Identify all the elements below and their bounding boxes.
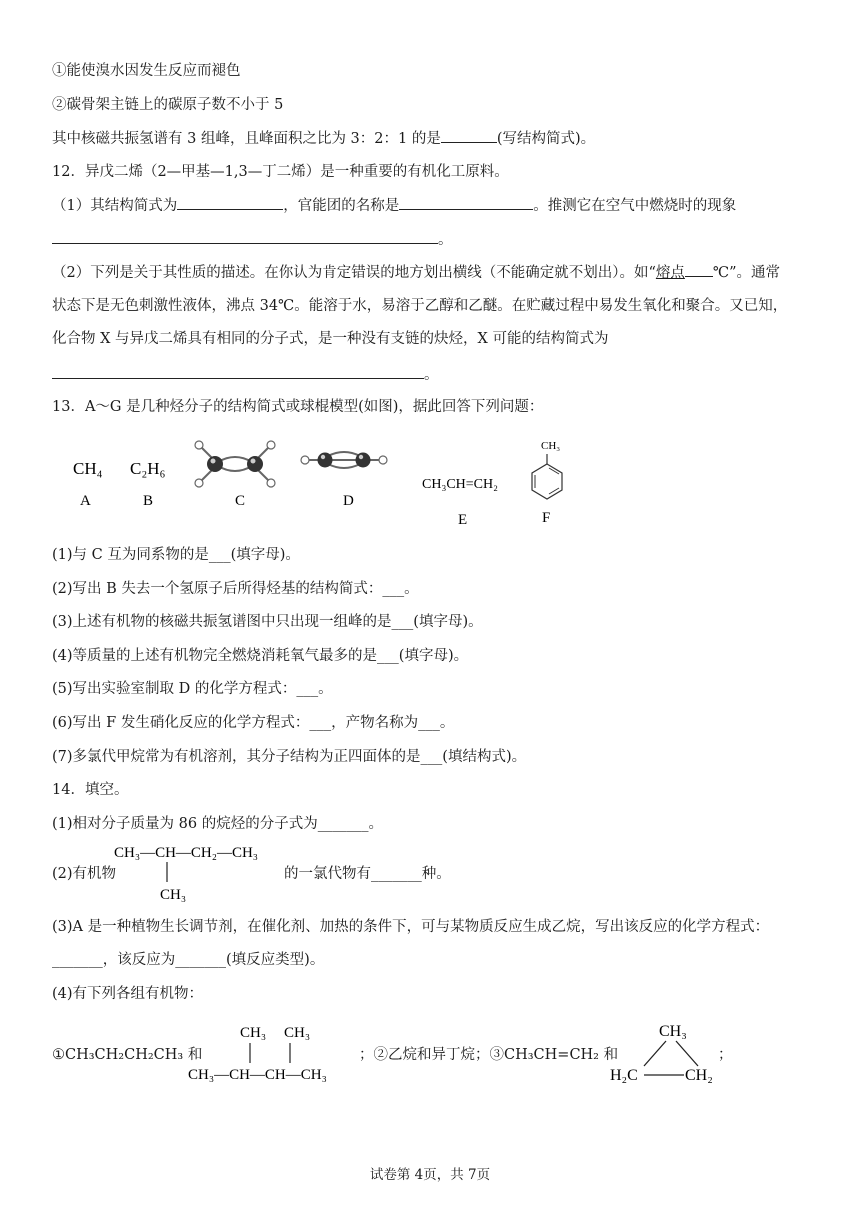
formula-e: CH₃CH=CH₂ xyxy=(422,477,499,492)
q12-part1 xyxy=(52,195,736,216)
branch: CH₃ xyxy=(160,887,187,903)
q12-part2-line1 xyxy=(52,262,780,283)
q13-item-6: (6)写出 F 发生硝化反应的化学方程式：___，产物名称为___。 xyxy=(52,715,455,731)
cyclopropane-structure xyxy=(604,1014,734,1090)
q13-title: 13．A～G 是几种烃分子的结构简式或球棍模型(如图)，据此回答下列问题： xyxy=(52,399,544,415)
answer-blank[interactable] xyxy=(52,364,424,379)
formula-b: C₂H₆ xyxy=(130,459,166,478)
q13-item-1: (1)与 C 互为同系物的是___(填字母)。 xyxy=(52,547,300,563)
main-chain: CH₃—CH—CH—CH₃ xyxy=(188,1067,327,1083)
q12-part2-line3: 化合物 X 与异戊二烯具有相同的分子式，是一种没有支链的炔烃，X 可能的结构简式为 xyxy=(52,331,609,347)
condition-3-text: 其中核磁共振氢谱有 3 组峰，且峰面积之比为 3：2：1 的是 xyxy=(52,131,441,147)
q13-figure xyxy=(60,432,600,532)
q12-part1-end: 。 xyxy=(438,232,453,248)
formula-a: CH₄ xyxy=(73,459,103,478)
right-carbon: CH₂ xyxy=(685,1067,713,1084)
condition-3-tail: (写结构简式)。 xyxy=(496,131,596,147)
q14-item-2-structure xyxy=(112,840,292,906)
main-chain: CH₃—CH—CH₂—CH₃ xyxy=(114,845,259,861)
q12-part2-a: （2）下列是关于其性质的描述。在你认为肯定错误的地方划出横线（不能确定就不划出）。如“ xyxy=(52,265,656,281)
condition-1: ①能使溴水因发生反应而褪色 xyxy=(52,63,241,79)
q14-item-1: (1)相对分子质量为 86 的烷烃的分子式为_______。 xyxy=(52,816,383,832)
label-d: D xyxy=(343,493,354,509)
q12-title: 12．异戊二烯（2—甲基—1,3—丁二烯）是一种重要的有机化工原料。 xyxy=(52,164,509,180)
q12-part2-end: 。 xyxy=(424,367,439,383)
answer-blank[interactable] xyxy=(52,229,438,244)
group-1-text: ①CH₃CH₂CH₂CH₃ 和 xyxy=(52,1047,203,1063)
dimethylbutane-structure xyxy=(186,1018,366,1088)
q12-part1-line2 xyxy=(52,229,453,250)
answer-blank[interactable] xyxy=(441,128,497,143)
toluene-methyl: CH₃ xyxy=(541,440,561,452)
q14-item-2-b: 的一氯代物有_______种。 xyxy=(284,866,451,882)
q12-part2-c: ℃”。通常 xyxy=(712,265,781,281)
q12-part2-line2: 状态下是无色刺激性液体，沸点 34℃。能溶于水，易溶于乙醇和乙醚。在贮藏过程中易发生氧化和聚合。又已知， xyxy=(52,298,788,314)
top-carbon: CH₃ xyxy=(659,1023,687,1040)
label-a: A xyxy=(80,493,91,509)
q13-item-7: (7)多氯代甲烷常为有机溶剂，其分子结构为正四面体的是___(填结构式)。 xyxy=(52,749,527,765)
group-2-text: ；②乙烷和异丁烷；③CH₃CH=CH₂ 和 xyxy=(359,1047,619,1063)
left-carbon: H₂C xyxy=(610,1067,638,1084)
label-f: F xyxy=(542,510,551,526)
condition-2: ②碳骨架主链上的碳原子数不小于 5 xyxy=(52,97,284,113)
methyl-2: CH₃ xyxy=(284,1025,311,1041)
q13-item-2: (2)写出 B 失去一个氢原子后所得烃基的结构简式：___。 xyxy=(52,581,419,597)
page-footer: 试卷第 4页，共 7页 xyxy=(369,1167,491,1183)
answer-blank[interactable] xyxy=(177,195,283,210)
ethene-ball-stick-model xyxy=(195,441,275,487)
q14-item-4: (4)有下列各组有机物： xyxy=(52,986,204,1002)
q12-part1-b: ，官能团的名称是 xyxy=(283,198,400,214)
q12-part1-a: （1）其结构简式为 xyxy=(52,198,178,214)
q12-part2-underlined: 熔点 xyxy=(655,265,685,281)
q13-item-5: (5)写出实验室制取 D 的化学方程式：___。 xyxy=(52,681,333,697)
answer-blank[interactable] xyxy=(399,195,533,210)
ethyne-ball-stick-model xyxy=(301,452,387,468)
answer-blank[interactable] xyxy=(685,262,713,277)
q12-part2-line4 xyxy=(52,364,439,385)
q14-title: 14．填空。 xyxy=(52,782,129,798)
q12-part1-c: 。推测它在空气中燃烧时的现象 xyxy=(533,198,737,214)
group-end: ； xyxy=(718,1047,733,1063)
label-e: E xyxy=(458,512,468,528)
q13-item-4: (4)等质量的上述有机物完全燃烧消耗氧气最多的是___(填字母)。 xyxy=(52,648,469,664)
q14-item-3-line2: _______，该反应为_______(填反应类型)。 xyxy=(52,952,325,968)
methyl-1: CH₃ xyxy=(240,1025,267,1041)
q14-item-3-line1: (3)A 是一种植物生长调节剂，在催化剂、加热的条件下，可与某物质反应生成乙烷，写出该反应的化学方程式： xyxy=(52,919,770,935)
q13-item-3: (3)上述有机物的核磁共振氢谱图中只出现一组峰的是___(填字母)。 xyxy=(52,614,483,630)
toluene-structure xyxy=(532,440,562,499)
label-b: B xyxy=(143,493,154,509)
condition-3 xyxy=(52,128,595,149)
q14-item-2-a: (2)有机物 xyxy=(52,866,117,882)
label-c: C xyxy=(235,493,246,509)
